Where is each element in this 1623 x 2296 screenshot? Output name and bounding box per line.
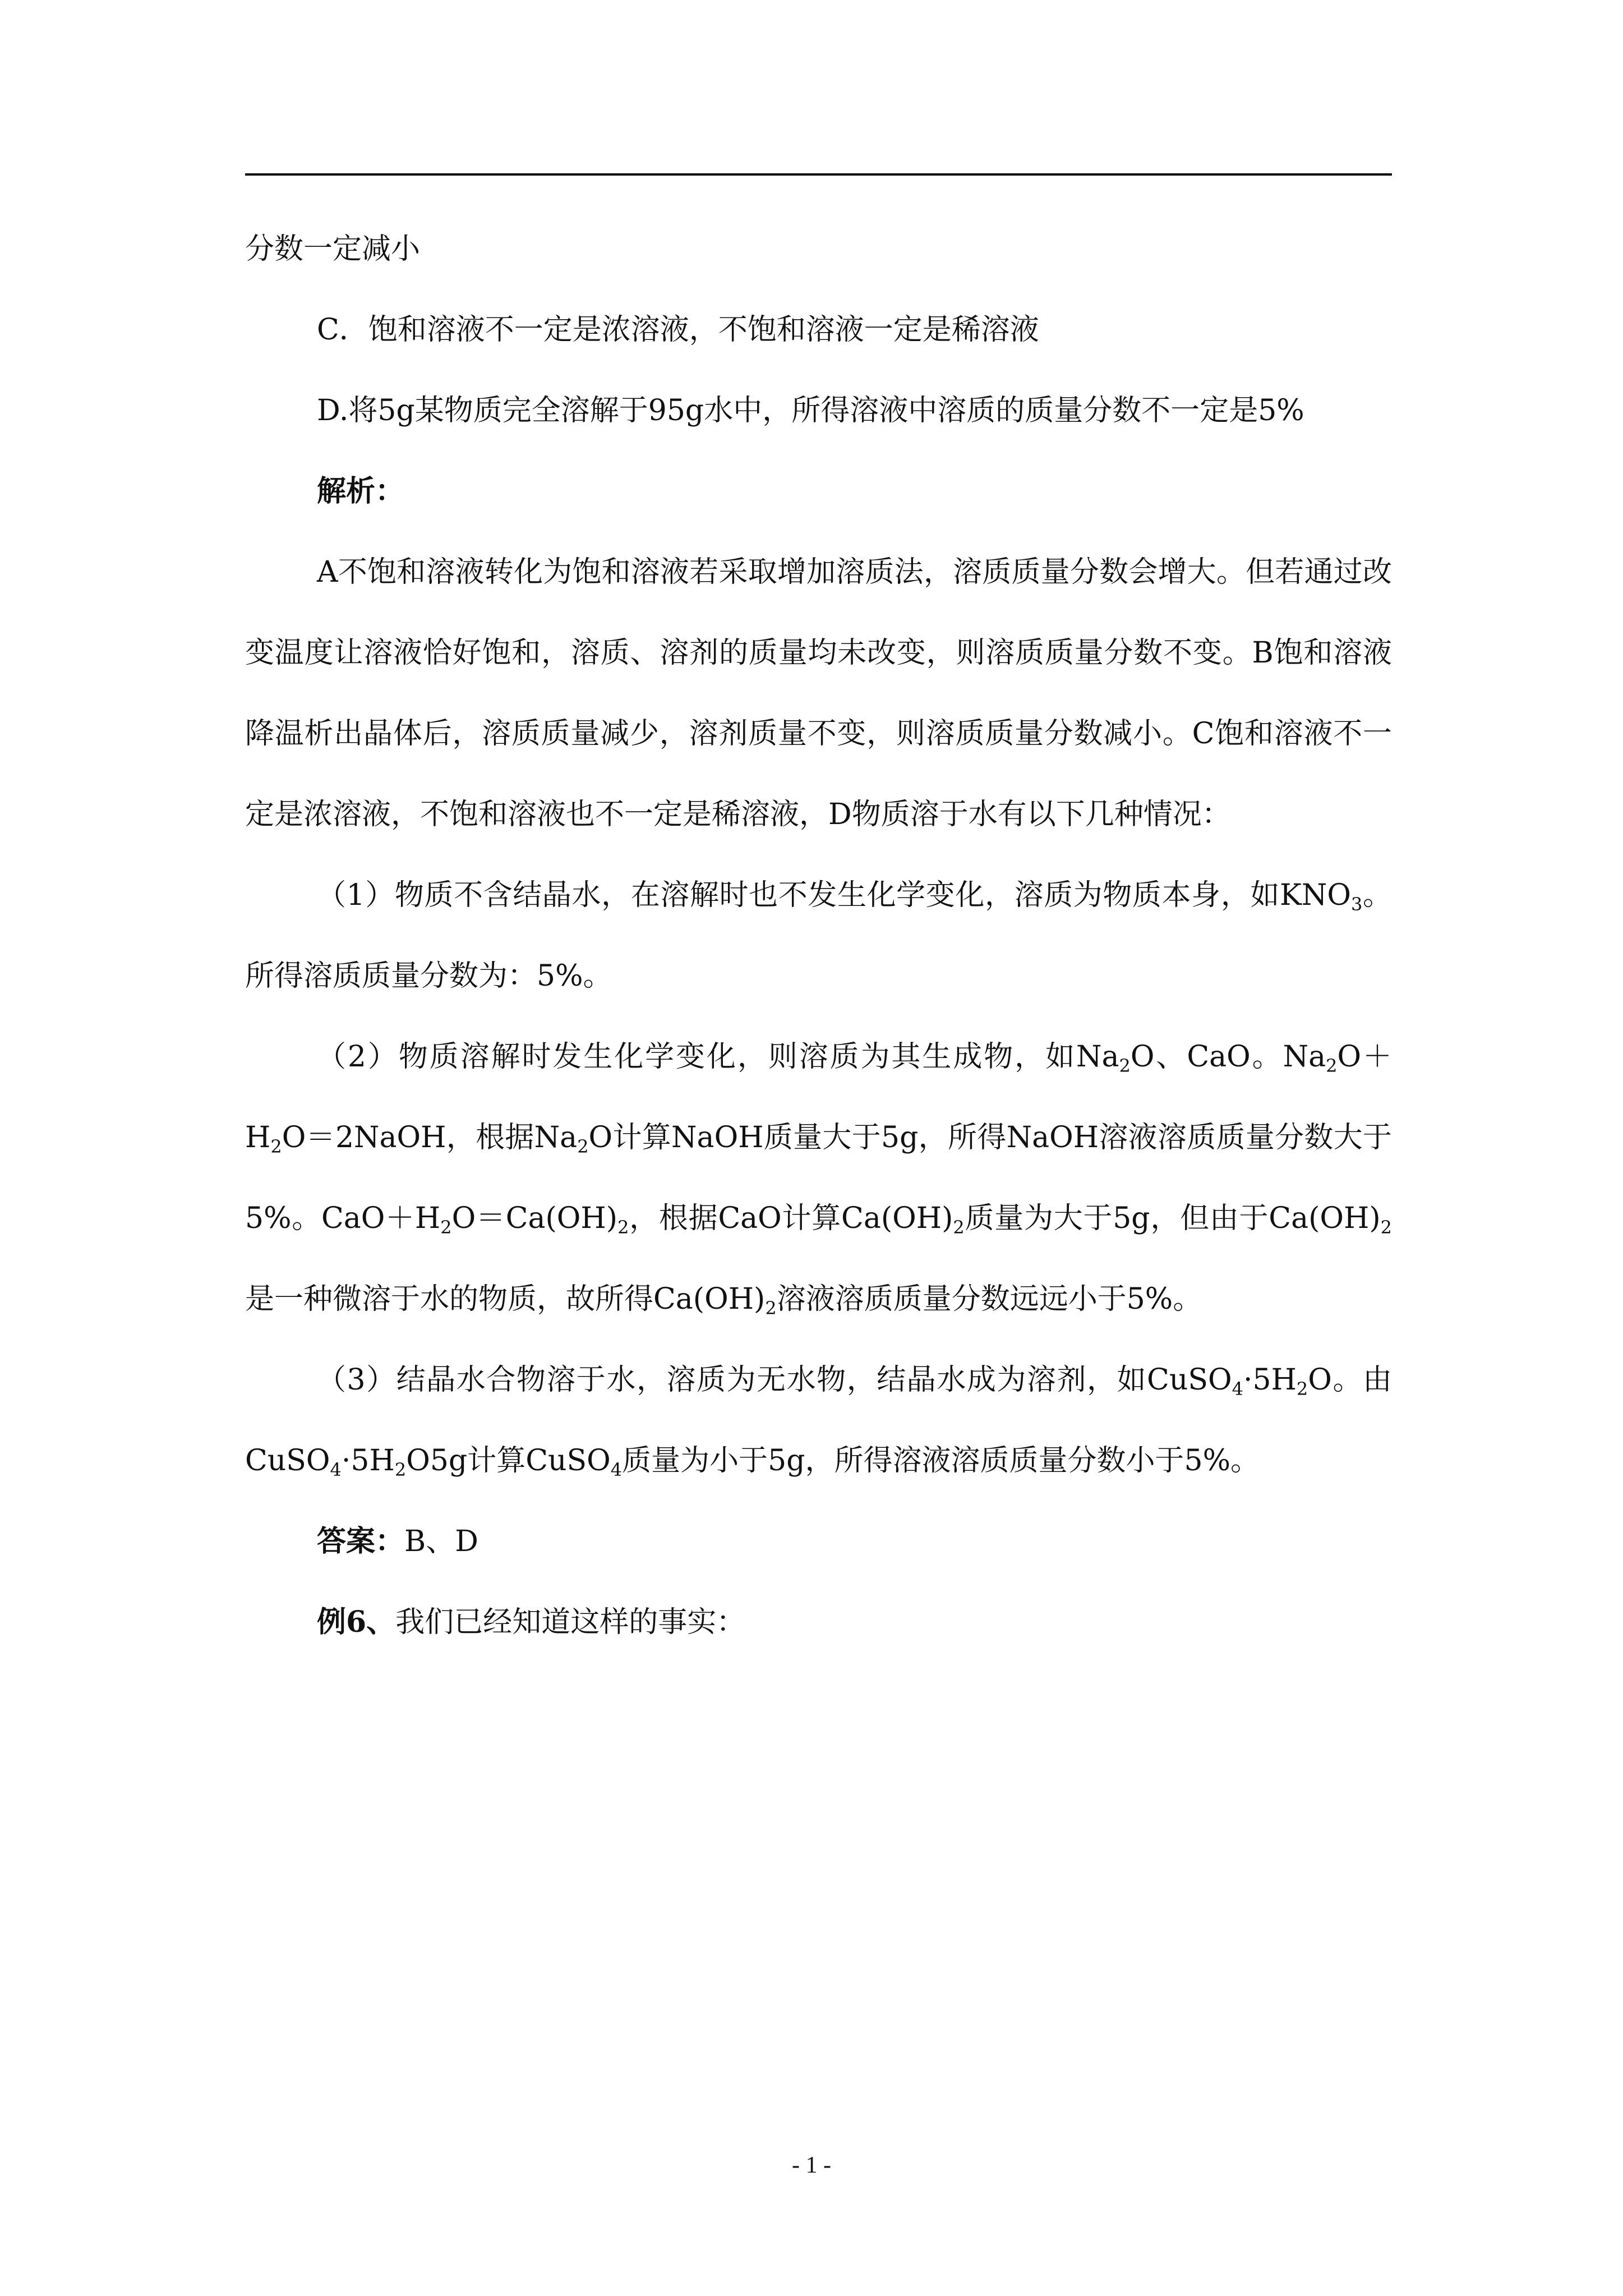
analysis-heading: 解析： <box>317 474 405 508</box>
subscript: 4 <box>330 1459 342 1480</box>
example-6-line <box>245 1582 1392 1663</box>
analysis-paragraph: A不饱和溶液转化为饱和溶液若采取增加溶质法，溶质质量分数会增大。但若通过改变温度让溶液恰好饱和，溶质、溶剂的质量均未改变，则溶质质量分数不变。B饱和溶液降温析出晶体后，溶质质量减少，溶剂质量不变，则溶质质量分数减小。C饱和溶液不一定是浓溶液，不饱和溶液也不一定是稀溶液，D物质溶于水有以下几种情况： <box>245 555 1392 831</box>
header-rule <box>245 173 1392 176</box>
text-run: 质量为大于5g，但由于Ca(OH) <box>964 1202 1381 1235</box>
text-run: （3）结晶水合物溶于水，溶质为无水物，结晶水成为溶剂，如CuSO <box>317 1363 1232 1397</box>
text-run: O5g计算CuSO <box>406 1444 611 1478</box>
document-body <box>245 209 1392 1663</box>
subscript: 2 <box>617 1217 629 1238</box>
option-c: C．饱和溶液不一定是浓溶液，不饱和溶液一定是稀溶液 <box>317 313 1039 347</box>
subscript: 2 <box>440 1217 452 1238</box>
text-run: ·5H <box>1243 1363 1297 1397</box>
subscript: 2 <box>1380 1217 1392 1238</box>
subscript: 2 <box>953 1217 965 1238</box>
case-1-paragraph <box>245 855 1392 1016</box>
subscript: 2 <box>765 1297 777 1319</box>
subscript: 4 <box>610 1459 623 1480</box>
text-run: 是一种微溶于水的物质，故所得Ca(OH) <box>245 1282 766 1316</box>
text-run: ·5H <box>341 1444 395 1478</box>
case-1-text-end: 。所得溶质质量分数为：5%。 <box>245 878 1392 993</box>
subscript: 2 <box>1119 1055 1131 1076</box>
text-run: O＋H <box>245 1040 1392 1154</box>
example-label: 例6、 <box>317 1605 396 1639</box>
text-run: （2）物质溶解时发生化学变化，则溶质为其生成物，如Na <box>317 1040 1119 1074</box>
subscript: 2 <box>1296 1378 1308 1400</box>
subscript: 2 <box>394 1459 407 1480</box>
case-1-text: （1）物质不含结晶水，在溶解时也不发生化学变化，溶质为物质本身，如KNO <box>317 878 1352 912</box>
text-run: O＝Ca(OH) <box>451 1202 618 1235</box>
text-run: O、CaO。Na <box>1130 1040 1326 1074</box>
text-run: 质量为小于5g，所得溶液溶质质量分数小于5%。 <box>622 1444 1260 1478</box>
text-run: O。由CuSO <box>245 1363 1392 1478</box>
answer-label: 答案： <box>317 1524 405 1558</box>
subscript: 2 <box>577 1136 589 1157</box>
text-run: ，根据CaO计算Ca(OH) <box>629 1202 953 1235</box>
example-text: 我们已经知道这样的事实： <box>395 1605 746 1639</box>
subscript: 4 <box>1232 1378 1243 1400</box>
case-3-paragraph <box>245 1340 1392 1501</box>
answer-line <box>245 1501 1392 1582</box>
text-run: O＝2NaOH，根据Na <box>282 1121 578 1154</box>
answer-value: B、D <box>404 1525 478 1558</box>
option-b-continuation: 分数一定减小 <box>245 232 421 266</box>
text-run: O计算NaOH质量大于5g，所得NaOH溶液溶质质量分数大于5%。CaO＋H <box>245 1121 1392 1235</box>
subscript: 2 <box>1326 1055 1338 1076</box>
subscript: 2 <box>270 1136 282 1157</box>
subscript: 3 <box>1351 894 1363 915</box>
page-number: - 1 - <box>792 2152 831 2178</box>
option-d: D.将5g某物质完全溶解于95g水中，所得溶液中溶质的质量分数不一定是5% <box>317 394 1304 427</box>
text-run: 溶液溶质质量分数远远小于5%。 <box>776 1282 1202 1316</box>
case-2-paragraph <box>245 1016 1392 1340</box>
